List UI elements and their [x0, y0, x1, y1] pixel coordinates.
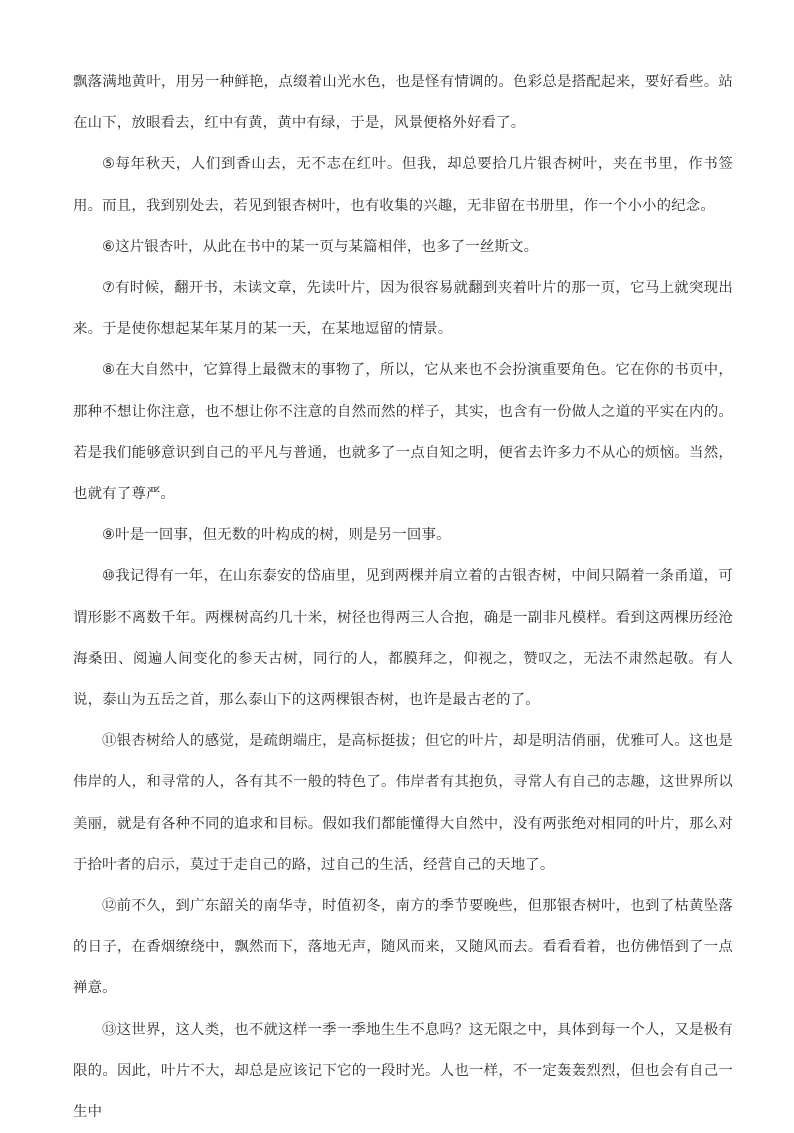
paragraph-9: ⑨叶是一回事，但无数的叶构成的树，则是另一回事。	[102, 527, 451, 544]
paragraph-13: ⑬这世界，这人类，也不就这样一季一季地生生不息吗？这无限之中，具体到每一个人，又是极有限的。因此，叶片不大，却总是应该记下它的一段时光。人也一样，不一定轰轰烈烈，但也会有自己一生中	[73, 1021, 733, 1121]
paragraph-11: ⑪银杏树给人的感觉，是疏朗端庄，是高标挺拔；但它的叶片，却是明洁俏丽，优雅可人。这也是伟岸的人，和寻常的人，各有其不一般的特色了。伟岸者有其抱负，寻常人有自己的志趣，这世界所以美丽，就是有各种不同的追求和目标。假如我们都能懂得大自然中，没有两张绝对相同的叶片，那么对于拾叶者的启示，莫过于走自己的路，过自己的生活，经营自己的天地了。	[73, 733, 733, 873]
paragraph-12: ⑫前不久，到广东韶关的南华寺，时值初冬，南方的季节要晚些，但那银杏树叶，也到了枯黄坠落的日子，在香烟缭绕中，飘然而下，落地无声，随风而来，又随风而去。看看看着，也仿佛悟到了一点禅意。	[73, 898, 733, 997]
paragraph-10: ⑩我记得有一年，在山东泰安的岱庙里，见到两棵并肩立着的古银杏树，中间只隔着一条甬道，可谓形影不离数千年。两棵树高约几十米，树径也得两三人合抱，确是一副非凡模样。看到这两棵历经沧海桑田、阅遍人间变化的参天古树，同行的人，都膜拜之，仰视之，赞叹之，无法不肃然起敬。有人说，泰山为五岳之首，那么泰山下的这两棵银杏树，也许是最古老的了。	[73, 568, 733, 709]
paragraph-continuation: 飘落满地黄叶，用另一种鲜艳，点缀着山光水色，也是怪有情调的。色彩总是搭配起来，要好看些。站在山下，放眼看去，红中有黄，黄中有绿，于是，风景便格外好看了。	[73, 74, 733, 132]
paragraph-5: ⑤每年秋天，人们到香山去，无不志在红叶。但我，却总要拾几片银杏树叶，夹在书里，作书签用。而且，我到别处去，若见到银杏树叶，也有收集的兴趣，无非留在书册里，作一个小小的纪念。	[73, 156, 733, 214]
paragraph-6: ⑥这片银杏叶，从此在书中的某一页与某篇相伴，也多了一丝斯文。	[102, 238, 539, 255]
article-body	[73, 62, 733, 1133]
paragraph-8: ⑧在大自然中，它算得上最微末的事物了，所以，它从来也不会扮演重要角色。它在你的书页中，那种不想让你注意，也不想让你不注意的自然而然的样子，其实，也含有一份做人之道的平实在内的。若是我们能够意识到自己的平凡与普通，也就多了一点自知之明，便省去许多力不从心的烦恼。当然，也就有了尊严。	[73, 362, 733, 503]
paragraph-7: ⑦有时候，翻开书，未读文章，先读叶片，因为很容易就翻到夹着叶片的那一页，它马上就突现出来。于是使你想起某年某月的某一天，在某地逗留的情景。	[73, 280, 733, 338]
